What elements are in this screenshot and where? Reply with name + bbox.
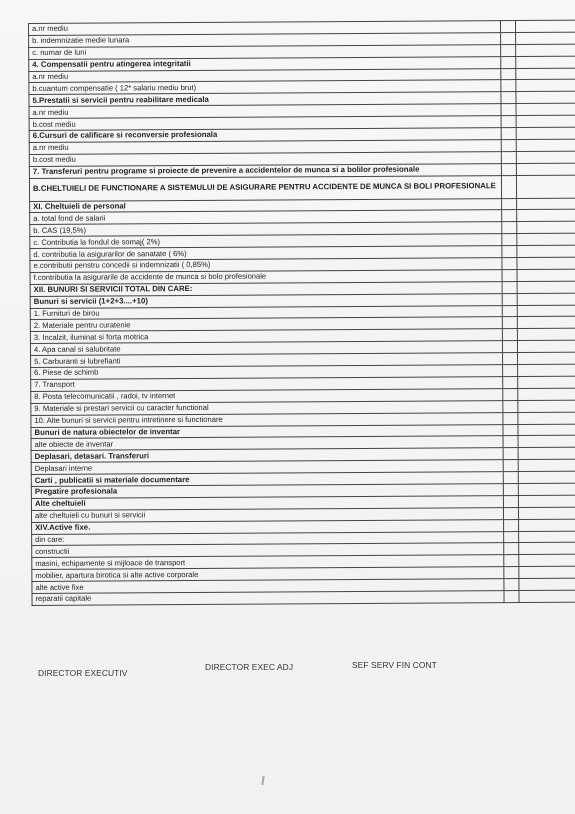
row-label: b. CAS (19,5%) (30, 222, 502, 237)
row-value-cell (516, 103, 575, 115)
row-cell-narrow (504, 531, 519, 543)
row-label: Bunuri si servicii (1+2+3....+10) (30, 293, 502, 308)
row-value-cell (517, 305, 575, 317)
row-label: c. numar de luni (29, 44, 501, 59)
row-cell-narrow (503, 448, 518, 460)
row-label: a.nr mediu (29, 104, 501, 119)
row-label: Carti , publicatii si materiale documentare (31, 472, 503, 487)
row-value-cell (516, 68, 575, 80)
row-label: b. indemnizatie medie lunara (29, 33, 501, 48)
row-label: 4. Compensatii pentru atingerea integritatii (29, 56, 501, 71)
row-cell-narrow (503, 507, 518, 519)
row-cell-narrow (504, 519, 519, 531)
row-cell-narrow (503, 376, 518, 388)
row-label: alte cheltuieli cu bunuri si servicii (31, 507, 503, 522)
row-value-cell (518, 352, 575, 364)
row-value-cell (517, 221, 575, 233)
row-label: 7. Transport (31, 377, 503, 392)
row-cell-narrow (501, 116, 516, 128)
row-cell-narrow (503, 460, 518, 472)
row-cell-narrow (504, 579, 519, 591)
row-value-cell (516, 56, 575, 68)
row-label: alte obiecte de inventar (31, 436, 503, 451)
row-label: Alte cheltuieli (31, 495, 503, 510)
row-value-cell (517, 340, 575, 352)
row-value-cell (518, 424, 575, 436)
row-label: 7. Transferuri pentru programe si proiecte de prevenire a accidentelor de munca si a bolilor profesionale (29, 163, 501, 178)
row-label: Deplasari, detasari. Transferuri (31, 448, 503, 463)
row-value-cell (518, 364, 575, 376)
row-cell-narrow (504, 543, 519, 555)
row-value-cell (519, 542, 575, 554)
row-cell-narrow (503, 400, 518, 412)
row-label: e.contributii penstru concedii si indemnizatii ( 0,85%) (30, 258, 502, 273)
row-label: f.contributia la asigurarile de accidente de munca si bolo profesionale (30, 270, 502, 285)
budget-table (28, 20, 575, 606)
row-cell-narrow (503, 436, 518, 448)
row-value-cell (519, 554, 575, 566)
row-label: a.nr mediu (29, 68, 501, 83)
row-label: 3. Incalzit, iluminat si forta motrica (30, 329, 502, 344)
row-value-cell (519, 578, 575, 590)
row-label: c. Contributia la fondul de somaj( 2%) (30, 234, 502, 249)
row-cell-narrow (500, 21, 515, 33)
row-cell-narrow (502, 222, 517, 234)
row-label: 9. Materiale si prestari servicii cu caracter functional (31, 400, 503, 415)
row-cell-narrow (501, 68, 516, 80)
row-label: Pregatire profesionala (31, 484, 503, 499)
row-value-cell (516, 175, 575, 198)
row-cell-narrow (503, 412, 518, 424)
row-value-cell (517, 257, 575, 269)
row-value-cell (518, 507, 575, 519)
row-cell-narrow (503, 353, 518, 365)
row-value-cell (517, 210, 575, 222)
row-label: 1. Furnituri de birou (30, 305, 502, 320)
row-value-cell (517, 198, 575, 210)
row-label: 8. Posta telecomunicatii , radoi, tv internet (31, 388, 503, 403)
row-cell-narrow (501, 104, 516, 116)
row-label: b.cuantum compensatie ( 12* salariu mediu brut) (29, 80, 501, 95)
row-cell-narrow (503, 424, 518, 436)
row-cell-narrow (502, 246, 517, 258)
row-cell-narrow (502, 258, 517, 270)
row-label: constructii (32, 543, 504, 558)
row-cell-narrow (501, 80, 516, 92)
budget-table-body (29, 20, 575, 605)
row-cell-narrow (502, 281, 517, 293)
row-cell-narrow (503, 365, 518, 377)
row-label: d. contributia la asigurarilor de sanatate ( 6%) (30, 246, 502, 261)
row-value-cell (516, 151, 575, 163)
row-label: 6. Piese de schimb (31, 365, 503, 380)
table-row (32, 590, 575, 605)
row-label: B.CHELTUIELI DE FUNCTIONARE A SISTEMULUI DE ASIGURARE PENTRU ACCIDENTE DE MUNCA SI BOLI PROFESIONALE (29, 175, 501, 201)
row-label: Deplasari interne (31, 460, 503, 475)
row-value-cell (518, 376, 575, 388)
row-value-cell (517, 245, 575, 257)
row-cell-narrow (503, 483, 518, 495)
table-row (29, 175, 575, 201)
row-cell-narrow (501, 128, 516, 140)
row-cell-narrow (501, 56, 516, 68)
row-value-cell (516, 115, 575, 127)
signature-director-exec-adj: DIRECTOR EXEC ADJ (205, 662, 294, 672)
row-label: din care: (32, 531, 504, 546)
row-value-cell (518, 459, 575, 471)
row-label: a. total fond de salarii (30, 210, 502, 225)
row-cell-narrow (502, 210, 517, 222)
row-label: XIV.Active fixe. (32, 519, 504, 534)
row-value-cell (518, 435, 575, 447)
row-value-cell (516, 127, 575, 139)
row-cell-narrow (501, 175, 516, 198)
scan-mark (261, 776, 264, 785)
row-cell-narrow (502, 341, 517, 353)
row-value-cell (518, 471, 575, 483)
row-value-cell (515, 20, 575, 32)
signature-sef-serv-fin-cont: SEF SERV FIN CONT (352, 660, 437, 670)
row-label: mobilier, apartura birotica si alte active corporale (32, 567, 504, 582)
row-cell-narrow (503, 388, 518, 400)
row-label: 4. Apa canal si salubritate (30, 341, 502, 356)
row-label: 5. Carburanti si lubrefianti (31, 353, 503, 368)
row-value-cell (519, 590, 575, 602)
row-value-cell (516, 80, 575, 92)
row-cell-narrow (502, 329, 517, 341)
row-cell-narrow (504, 567, 519, 579)
row-label: 5.Prestatii si servicii pentru reabilitare medicala (29, 92, 501, 107)
row-cell-narrow (502, 317, 517, 329)
row-label: masini, echipamente si mijloace de transport (32, 555, 504, 570)
row-cell-narrow (503, 472, 518, 484)
row-value-cell (519, 531, 575, 543)
row-label: Bunuri de natura obiectelor de inventar (31, 424, 503, 439)
row-cell-narrow (501, 32, 516, 44)
row-label: b.cost mediu (29, 151, 501, 166)
row-cell-narrow (501, 92, 516, 104)
row-cell-narrow (503, 495, 518, 507)
row-cell-narrow (502, 198, 517, 210)
signature-director-executiv: DIRECTOR EXECUTIV (38, 668, 128, 678)
row-cell-narrow (501, 44, 516, 56)
row-label: b.cost mediu (29, 116, 501, 131)
row-value-cell (518, 400, 575, 412)
row-value-cell (516, 32, 575, 44)
row-label: XII. BUNURI SI SERVICII TOTAL DIN CARE: (30, 281, 502, 296)
row-value-cell (518, 412, 575, 424)
row-value-cell (517, 233, 575, 245)
row-value-cell (518, 483, 575, 495)
row-label: reparatii capitale (32, 591, 504, 606)
row-value-cell (516, 139, 575, 151)
row-cell-narrow (504, 555, 519, 567)
row-label: 6.Cursuri de calificare si reconversie profesionala (29, 128, 501, 143)
row-label: XI. Cheltuieli de personal (30, 198, 502, 213)
row-cell-narrow (504, 590, 519, 602)
row-cell-narrow (501, 151, 516, 163)
row-cell-narrow (502, 234, 517, 246)
row-label: 10. Alte bunuri si servicii pentru intretinere si functionare (31, 412, 503, 427)
row-cell-narrow (501, 163, 516, 175)
row-value-cell (517, 281, 575, 293)
row-cell-narrow (502, 293, 517, 305)
row-cell-narrow (501, 139, 516, 151)
row-value-cell (516, 163, 575, 175)
row-value-cell (517, 269, 575, 281)
row-value-cell (518, 388, 575, 400)
row-label: a.nr mediu (29, 21, 501, 36)
row-value-cell (519, 519, 575, 531)
row-label: alte active fixe (32, 579, 504, 594)
row-value-cell (517, 328, 575, 340)
row-label: 2. Materiale pentru curatenie (30, 317, 502, 332)
row-value-cell (517, 293, 575, 305)
row-value-cell (518, 495, 575, 507)
row-value-cell (518, 447, 575, 459)
row-label: a.nr mediu (29, 140, 501, 155)
row-value-cell (519, 566, 575, 578)
row-cell-narrow (502, 305, 517, 317)
row-cell-narrow (502, 269, 517, 281)
row-value-cell (517, 317, 575, 329)
row-value-cell (516, 44, 575, 56)
row-value-cell (516, 91, 575, 103)
